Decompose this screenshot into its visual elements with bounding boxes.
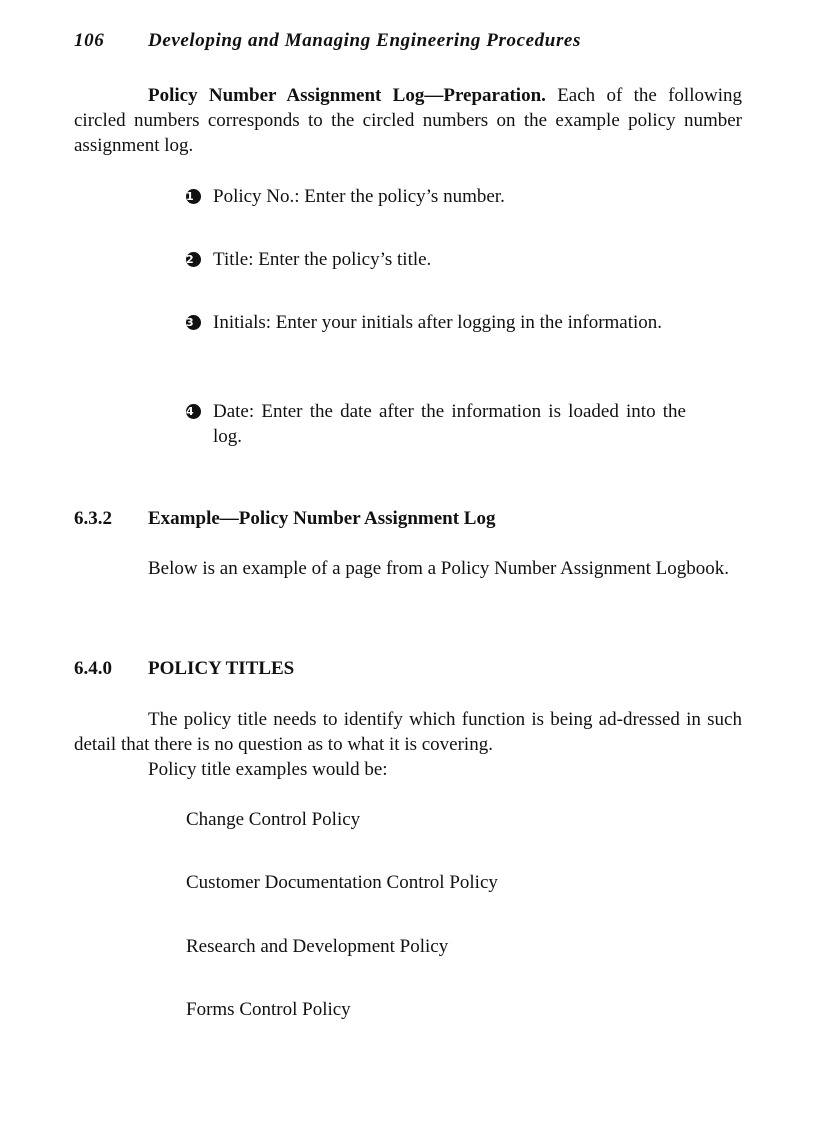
examples-lead-in: Policy title examples would be: <box>148 759 388 780</box>
step-item-3 <box>186 310 686 335</box>
section-6-4-0-body <box>74 707 742 757</box>
section-6-4-0-lead-in <box>74 757 742 782</box>
section-number: 6.3.2 <box>74 508 112 529</box>
section-6-3-2-body <box>74 556 742 581</box>
circled-number-3-icon: 3 <box>186 315 201 330</box>
running-head <box>74 28 744 53</box>
intro-paragraph <box>74 83 742 158</box>
step-text: Title: Enter the policy’s title. <box>213 249 432 270</box>
section-heading-6-3-2 <box>74 506 495 531</box>
intro-lead: Policy Number Assignment Log—Preparation. <box>148 85 546 106</box>
step-text: Policy No.: Enter the policy’s number. <box>213 186 505 207</box>
section-title: POLICY TITLES <box>148 658 295 679</box>
example-title-2: Customer Documentation Control Policy <box>186 872 498 893</box>
section-heading-6-4-0 <box>74 656 294 681</box>
page-number: 106 <box>74 30 105 51</box>
step-item-1 <box>186 184 686 209</box>
circled-number-2-icon: 2 <box>186 252 201 267</box>
intro-text: Each of the following circled numbers corresponds to the circled numbers on the example policy number assignment log. <box>74 85 742 156</box>
section-number: 6.4.0 <box>74 658 112 679</box>
example-title-3: Research and Development Policy <box>186 936 449 957</box>
step-item-2 <box>186 247 686 272</box>
book-title: Developing and Managing Engineering Procedures <box>148 30 581 51</box>
section-title: Example—Policy Number Assignment Log <box>148 508 496 529</box>
step-item-4 <box>186 399 686 449</box>
step-text: Date: Enter the date after the information is loaded into the log. <box>213 401 686 447</box>
example-title-4: Forms Control Policy <box>186 999 351 1020</box>
circled-number-4-icon: 4 <box>186 404 201 419</box>
section-body-text: The policy title needs to identify which function is being ad-dressed in such detail that there is no question as to what it is covering. <box>74 709 742 755</box>
step-text: Initials: Enter your initials after logging in the information. <box>213 312 663 333</box>
example-title-1: Change Control Policy <box>186 809 361 830</box>
section-body-text: Below is an example of a page from a Policy Number Assignment Logbook. <box>148 558 729 579</box>
circled-number-1-icon: 1 <box>186 189 201 204</box>
